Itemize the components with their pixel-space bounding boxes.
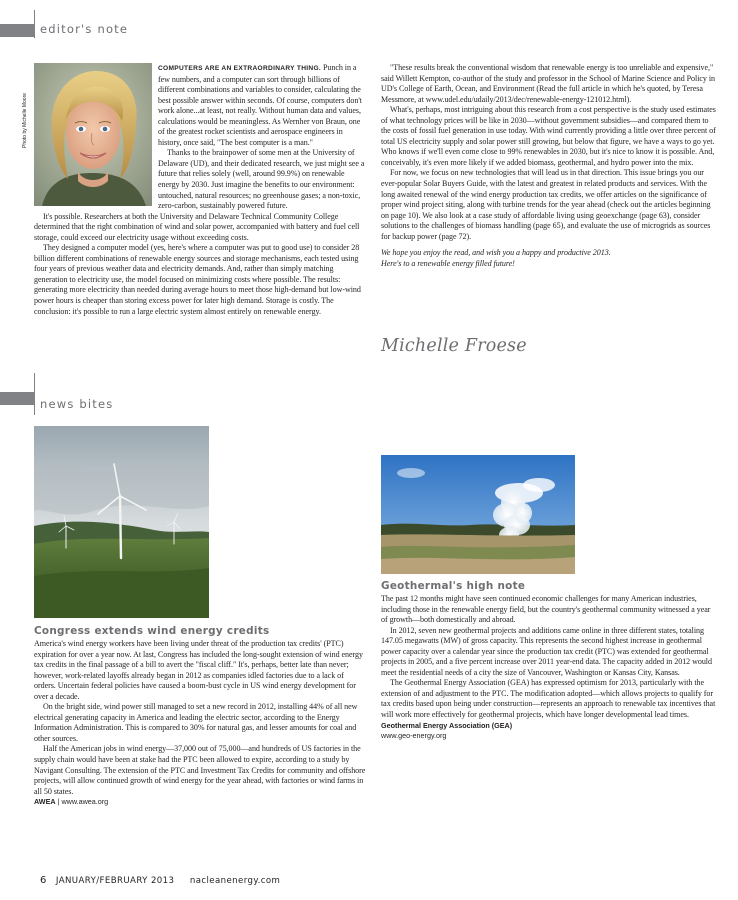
wind-article [34, 625, 367, 807]
lead-text: Punch in a few numbers, and a computer can sort through billions of different combinations and variables to consider, calculating the best possible answer within seconds. Of course, computers don't work alone...at least, not really. Without human data and values, calculations would be meaningless. As Wernher von Braun, one of the greatest rocket scientists and aerospace engineers in history, once said, "The best computer is a man." [158, 63, 362, 147]
section-marker-news-bites [0, 392, 34, 405]
geothermal-article [381, 580, 717, 741]
body-paragraph: Half the American jobs in wind energy—37,000 out of 75,000—and hundreds of US factories in the supply chain would have been at stake had the PTC been allowed to expire, according to a study by Navigant Consulting. The extension of the PTC and Investment Tax Credits for community and offshore projects, will allow continued growth of wind energy for the year ahead, with factories or wind farms in all 50 states. [34, 744, 366, 796]
wind-article-credit [34, 797, 367, 807]
closing-line: Here's to a renewable energy filled future! [381, 258, 515, 268]
geothermal-credit-url-line [381, 731, 717, 741]
editors-note-right-column [381, 63, 717, 269]
credit-org: Geothermal Energy Association (GEA) [381, 720, 513, 730]
wind-turbines-illustration [34, 426, 209, 618]
page-footer [40, 875, 280, 886]
body-paragraph: It's possible. Researchers at both the University and Delaware Technical Community College determined that the right combination of wind and solar power, accompanied with battery and fuel cell storage, could exceed our electricity usage without exceeding costs. [34, 211, 360, 242]
section-label-news-bites: news bites [40, 397, 114, 411]
portrait-float-spacer [34, 63, 158, 208]
section-label-editors-note: editor's note [40, 22, 129, 36]
section-rule [34, 373, 35, 415]
section-rule [34, 10, 35, 38]
body-paragraph: America's wind energy workers have been living under threat of the production tax credits' (PTC) expiration for over a year now. At last, Congress has included the long-sought extension of wind energy tax credits in the final passage of a bill to avert the "fiscal cliff." It's, perhaps, better late than never; however, work-related layoffs already began in 2012 as companies idled factories due to a lack of orders. Uncertain federal policies have caused a boom-bust cycle in US wind energy development for over a decade. [34, 639, 363, 701]
footer-separator [181, 876, 184, 886]
wind-article-body [34, 639, 367, 797]
lead-caps: COMPUTERS ARE AN EXTRAORDINARY THING. [158, 65, 322, 72]
closing-line: We hope you enjoy the read, and wish you a happy and productive 2013. [381, 248, 611, 258]
issue-date: JANUARY/FEBRUARY 2013 [55, 876, 175, 886]
credit-org: AWEA [34, 797, 56, 807]
editor-signature: Michelle Froese [381, 336, 527, 356]
editors-note-left-column [34, 63, 367, 317]
body-paragraph: The Geothermal Energy Association (GEA) has expressed optimism for 2013, particularly with the extension of and adjustment to the PTC. The modification adopted—which allows projects to qualify for tax credits based upon being under construction—represents an approach to renewable tax incentives that will work more effectively for geothermal projects, which have longer developmental lead times. [381, 678, 716, 720]
geothermal-article-credit [381, 721, 717, 731]
body-paragraph: Thanks to the brainpower of some men at the University of Delaware (UD), and their dedicated research, we just might see a future that relies solely (well, around 99.9%) on renewable energy by 2030. Just imagine the benefits to our environment: untouched, natural resources; no greenhouse gases; a non-toxic, zero-carbon, sustainably powered future. [158, 148, 365, 211]
site-url: nacleanenergy.com [189, 876, 281, 886]
credit-url: www.awea.org [61, 797, 109, 807]
geothermal-article-body [381, 594, 717, 721]
body-paragraph: On the bright side, wind power still managed to set a new record in 2012, installing 44% of all new electrical generating capacity in America and leading the electric sector, according to the Energy Information Administration. This is compared to 30% for natural gas, and lesser amounts for coal and other sources. [34, 702, 358, 743]
geothermal-article-headline: Geothermal's high note [381, 580, 526, 592]
photo-credit: Photo by Michelle Moore [22, 92, 28, 148]
body-paragraph: "These results break the conventional wisdom that renewable energy is too unreliable and expensive," said Willett Kempton, co-author of the study and professor in the School of Marine Science and Policy in UD's College of Earth, Ocean, and Environment (Read the full article in which he's quoted, by Teresa Messmore, at www.udel.edu/udaily/2013/dec/renewable-energy-121012.html). [381, 63, 716, 104]
geyser-illustration [381, 455, 575, 574]
wind-article-headline: Congress extends wind energy credits [34, 625, 270, 637]
credit-separator: | [57, 797, 60, 807]
geyser-photo [381, 455, 575, 574]
page-number: 6 [40, 875, 47, 886]
body-paragraph: The past 12 months might have seen continued economic challenges for many American industries, including those in the renewable energy field, but the country's geothermal community witnessed a year of growth—both domestically and abroad. [381, 594, 711, 625]
body-paragraph: In 2012, seven new geothermal projects and additions came online in three different states, totaling 147.05 megawatts (MW) of gross capacity. This represents the second highest increase in geothermal power capacity over a calendar year since the production tax credit (PTC) was extended for geothermal projects in 2005, and a five percent increase over 2011 year-end data. The capacity added in 2012 would meet the residential needs of a city the size of Vancouver, Washington or Kansas City, Kansas. [381, 625, 712, 677]
wind-turbines-photo [34, 426, 209, 618]
credit-url: www.geo-energy.org [381, 730, 447, 740]
body-paragraph: What's, perhaps, most intriguing about this research from a cost perspective is the study used estimates of what technology prices will be like in 2030—without government subsidies—and compared them to the costs of fossil fuel generation in use today. With wind currently providing a little over three percent of total US electricity supply and solar power still growing, but below that figure, we have a ways to go yet. Who knows if we'll even come close to 99% renewables in 2030, but it's nice to know it is possible. And, conceivably, it's even more likely if we added biomass, geothermal, and hydro power into the mix. [381, 105, 716, 167]
section-marker-editors-note [0, 24, 34, 37]
body-paragraph: For now, we focus on new technologies that will lead us in that direction. This issue brings you our ever-popular Solar Buyers Guide, with the latest and greatest in related products and services. With the long awaited renewal of the wind energy production tax credits, we offer articles on the significance of proper wind project siting, along with turbine trends for the year ahead (check out the articles beginning on page 10). We also look at a case study of affordable living using geoexchange (page 63), consider solutions to the challenges of biomass handling (page 65), and evaluate the use of microgrids as sources for backup power (page 72). [381, 168, 711, 241]
body-paragraph: They designed a computer model (yes, here's where a computer was put to good use) to consider 28 billion different combinations of renewable energy sources and storage mechanisms, each tested using four years of previous weather data and electricity demands. And, rather than simply matching generation to electricity use, the model focused on minimizing costs where possible. The results: generating more electricity than needed during average hours to meet those high-demand but low-wind power hours is cheaper than storing excess power for later high demand. Storage is costly. The conclusion: it's possible to run a large electric system almost entirely on renewable energy. [34, 243, 361, 316]
